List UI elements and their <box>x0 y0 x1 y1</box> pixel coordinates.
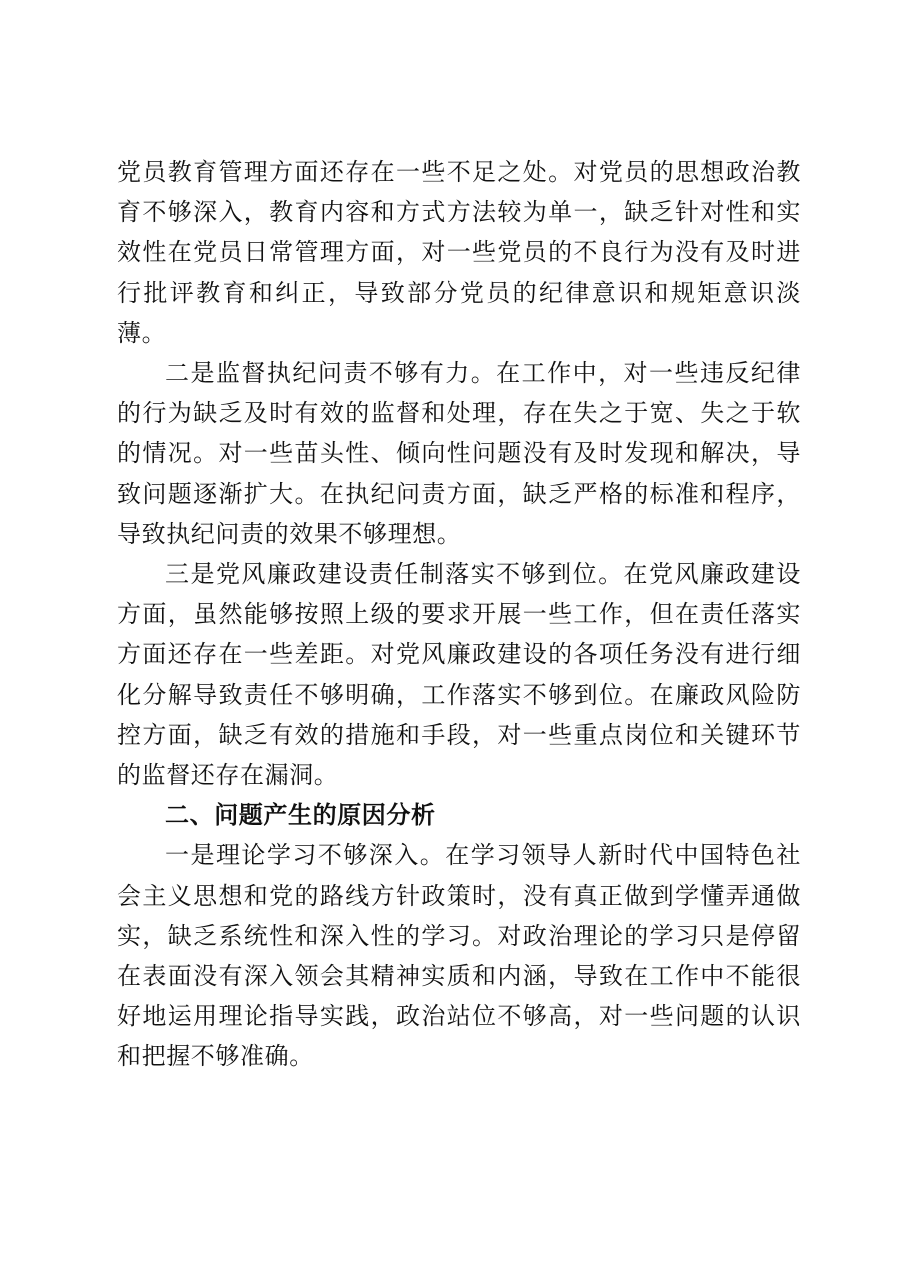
section-heading-cause-analysis: 二、问题产生的原因分析 <box>165 801 436 830</box>
paragraph-supervision-accountability: 二是监督执纪问责不够有力。在工作中，对一些违反纪律的行为缺乏及时有效的监督和处理，存在失之于宽、失之于软的情况。对一些苗头性、倾向性问题没有及时发现和解决，导致问题逐渐扩大。在执纪问责方面，缺乏严格的标准和程序，导致执纪问责的效果不够理想。 <box>117 359 801 548</box>
paragraph-integrity-responsibility: 三是党风廉政建设责任制落实不够到位。在党风廉政建设方面，虽然能够按照上级的要求开展一些工作，但在责任落实方面还存在一些差距。对党风廉政建设的各项任务没有进行细化分解导致责任不够明确，工作落实不够到位。在廉政风险防控方面，缺乏有效的措施和手段，对一些重点岗位和关键环节的监督还存在漏洞。 <box>117 560 801 790</box>
document-body <box>117 152 801 1077</box>
paragraph-theory-study: 一是理论学习不够深入。在学习领导人新时代中国特色社会主义思想和党的路线方针政策时，没有真正做到学懂弄通做实，缺乏系统性和深入性的学习。对政治理论的学习只是停留在表面没有深入领会其精神实质和内涵，导致在工作中不能很好地运用理论指导实践，政治站位不够高，对一些问题的认识和把握不够准确。 <box>117 841 801 1071</box>
paragraph-party-member-management: 党员教育管理方面还存在一些不足之处。对党员的思想政治教育不够深入，教育内容和方式方法较为单一，缺乏针对性和实效性在党员日常管理方面，对一些党员的不良行为没有及时进行批评教育和纠正，导致部分党员的纪律意识和规矩意识淡薄。 <box>117 158 801 347</box>
